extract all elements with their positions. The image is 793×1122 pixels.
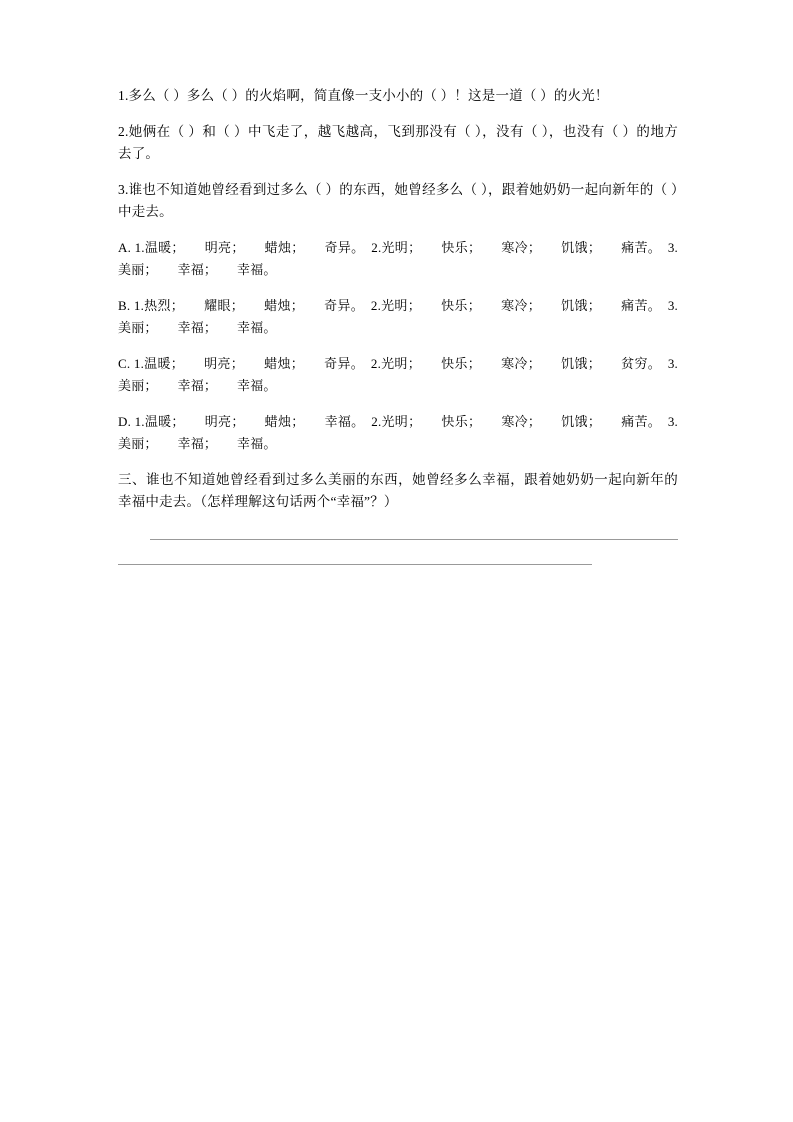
section-three-question: 三、谁也不知道她曾经看到过多么美丽的东西，她曾经多么幸福，跟着她奶奶一起向新年的幸福中走去。（怎样理解这句话两个“幸福”？） bbox=[118, 472, 678, 509]
question-3: 3.谁也不知道她曾经看到过多么（ ）的东西，她曾经多么（ ），跟着她奶奶一起向新年的（ ）中走去。 bbox=[118, 182, 678, 219]
option-a-label: A. bbox=[118, 240, 132, 255]
option-c-label: C. bbox=[118, 356, 131, 371]
option-b-text: 1.热烈； 耀眼； 蜡烛； 奇异。 2.光明； 快乐； 寒冷； 饥饿； 痛苦。 3.美丽； 幸福； 幸福。 bbox=[118, 298, 678, 335]
option-d-label: D. bbox=[118, 414, 132, 429]
option-a bbox=[118, 237, 678, 281]
answer-lines bbox=[118, 539, 678, 565]
answer-line-1 bbox=[150, 539, 678, 540]
option-d bbox=[118, 411, 678, 455]
option-c bbox=[118, 353, 678, 397]
answer-line-2 bbox=[118, 564, 592, 565]
question-1: 1.多么（ ）多么（ ）的火焰啊，简直像一支小小的（ ）！这是一道（ ）的火光！ bbox=[118, 88, 609, 103]
option-b bbox=[118, 295, 678, 339]
document-content bbox=[118, 85, 678, 565]
option-b-label: B. bbox=[118, 298, 131, 313]
option-d-text: 1.温暖； 明亮； 蜡烛； 幸福。 2.光明； 快乐； 寒冷； 饥饿； 痛苦。 3.美丽； 幸福； 幸福。 bbox=[118, 414, 678, 451]
question-2: 2.她俩在（ ）和（ ）中飞走了，越飞越高，飞到那没有（ ），没有（ ），也没有（ ）的地方去了。 bbox=[118, 124, 678, 161]
option-c-text: 1.温暖； 明亮； 蜡烛； 奇异。 2.光明； 快乐； 寒冷； 饥饿； 贫穷。 3.美丽； 幸福； 幸福。 bbox=[118, 356, 678, 393]
option-a-text: 1.温暖； 明亮； 蜡烛； 奇异。 2.光明； 快乐； 寒冷； 饥饿； 痛苦。 3.美丽； 幸福； 幸福。 bbox=[118, 240, 678, 277]
